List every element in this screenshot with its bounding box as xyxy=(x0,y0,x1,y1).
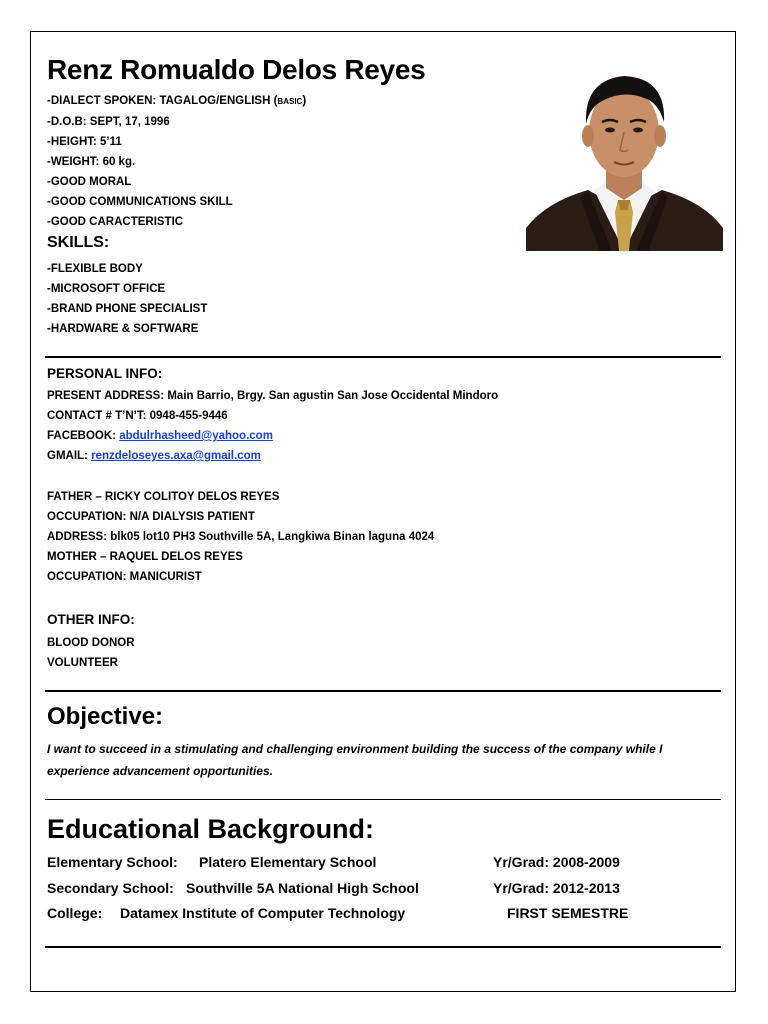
education-elementary-school: Platero Elementary School xyxy=(199,854,377,870)
detail-height: -HEIGHT: 5’11 xyxy=(47,136,122,148)
father-occupation: OCCUPATION: N/A DIALYSIS PATIENT xyxy=(47,511,255,523)
facebook-label: FACEBOOK: xyxy=(47,430,120,442)
contact-number: CONTACT # T’N’T: 0948-455-9446 xyxy=(47,410,228,422)
education-elementary-level: Elementary School: xyxy=(47,854,178,870)
portrait-icon xyxy=(526,50,723,251)
skill-item: -FLEXIBLE BODY xyxy=(47,263,143,275)
facebook-link[interactable]: abdulrhasheed@yahoo.com xyxy=(119,430,273,442)
family-info-block xyxy=(47,487,434,587)
divider xyxy=(45,690,721,692)
objective-heading: Objective: xyxy=(47,703,164,730)
personal-info-block xyxy=(47,386,498,466)
detail-characteristic: -GOOD CARACTERISTIC xyxy=(47,216,184,228)
portrait-photo xyxy=(526,50,723,251)
education-college-grad: FIRST SEMESTRE xyxy=(507,905,629,921)
other-info-heading: OTHER INFO: xyxy=(47,612,135,627)
family-address: ADDRESS: blk05 lot10 PH3 Southville 5A, Langkiwa Binan laguna 4024 xyxy=(47,531,435,543)
gmail-link[interactable]: renzdeloseyes.axa@gmail.com xyxy=(91,450,261,462)
mother-name: MOTHER – RAQUEL DELOS REYES xyxy=(47,551,243,563)
divider xyxy=(45,799,721,800)
education-secondary-grad: Yr/Grad: 2012-2013 xyxy=(493,880,620,896)
father-name: FATHER – RICKY COLITOY DELOS REYES xyxy=(47,491,280,503)
skills-heading: SKILLS: xyxy=(47,234,110,251)
applicant-name: Renz Romualdo Delos Reyes xyxy=(47,54,426,85)
facebook-line xyxy=(47,426,498,446)
education-secondary-level: Secondary School: xyxy=(47,880,174,896)
education-college-level: College: xyxy=(47,905,103,921)
education-secondary-school: Southville 5A National High School xyxy=(186,880,419,896)
education-heading: Educational Background: xyxy=(47,814,375,844)
divider xyxy=(45,946,721,948)
present-address: PRESENT ADDRESS: Main Barrio, Brgy. San agustin San Jose Occidental Mindoro xyxy=(47,390,499,402)
detail-moral: -GOOD MORAL xyxy=(47,176,132,188)
education-college-school: Datamex Institute of Computer Technology xyxy=(120,905,406,921)
other-info-list xyxy=(47,633,135,673)
skill-item: -BRAND PHONE SPECIALIST xyxy=(47,303,208,315)
divider xyxy=(45,356,721,358)
education-elementary-grad: Yr/Grad: 2008-2009 xyxy=(493,854,620,870)
resume-page xyxy=(30,31,736,992)
detail-weight: -WEIGHT: 60 kg. xyxy=(47,156,136,168)
gmail-line xyxy=(47,446,498,466)
mother-occupation: OCCUPATION: MANICURIST xyxy=(47,571,202,583)
detail-dialect: -DIALECT SPOKEN: TAGALOG/ENGLISH (BASIC) xyxy=(47,95,307,107)
objective-text: I want to succeed in a stimulating and challenging environment building the success of the company while I experience advancement opportunities. xyxy=(47,742,663,778)
other-item: BLOOD DONOR xyxy=(47,637,135,649)
skill-item: -HARDWARE & SOFTWARE xyxy=(47,323,199,335)
personal-details-list xyxy=(47,91,306,232)
gmail-label: GMAIL: xyxy=(47,450,92,462)
detail-dob: -D.O.B: SEPT, 17, 1996 xyxy=(47,116,170,128)
skill-item: -MICROSOFT OFFICE xyxy=(47,283,166,295)
other-item: VOLUNTEER xyxy=(47,657,118,669)
detail-communication: -GOOD COMMUNICATIONS SKILL xyxy=(47,196,233,208)
personal-info-heading: PERSONAL INFO: xyxy=(47,366,163,381)
skills-list xyxy=(47,259,207,339)
